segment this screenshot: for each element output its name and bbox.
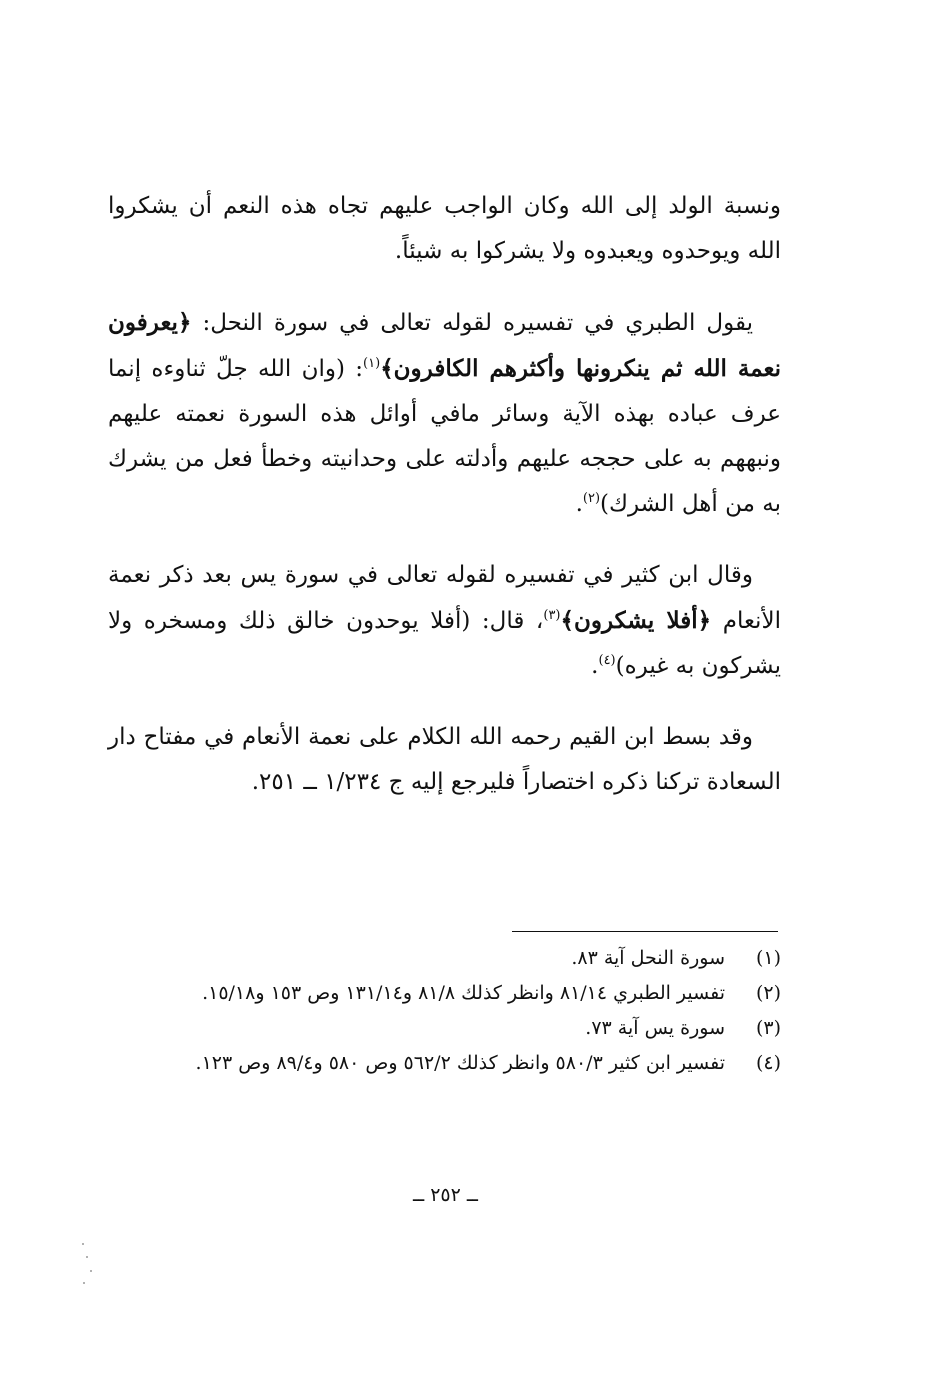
- paragraph-3: [108, 553, 781, 689]
- footnote-number: (١): [755, 947, 781, 969]
- footnote-number: (٤): [755, 1052, 781, 1074]
- paragraph-text: وقال ابن كثير في تفسيره لقوله تعالى في سورة يس بعد ذكر نعمة الأنعام: [108, 562, 781, 634]
- footnote-1: [108, 942, 781, 975]
- footnote-text: سورة النحل آية ٨٣.: [571, 947, 725, 969]
- paragraph-1: [108, 184, 781, 274]
- scan-speck: [83, 1282, 85, 1284]
- footnote-number: (٣): [755, 1017, 781, 1039]
- scan-speck: [82, 1243, 84, 1245]
- footnote-text: تفسير ابن كثير ٥٨٠/٣ وانظر كذلك ٥٦٢/٢ وص ٥٨٠ و٨٩/٤ وص ١٢٣.: [195, 1052, 725, 1074]
- footnote-marker: (٣): [543, 608, 561, 623]
- footnote-text: سورة يس آية ٧٣.: [585, 1017, 725, 1039]
- paragraph-text: .: [591, 653, 599, 679]
- scan-speck: [90, 1270, 92, 1272]
- page-number: ــ ٢٥٢ ــ: [413, 1184, 478, 1206]
- footnote-2: [108, 977, 781, 1010]
- paragraph-4: [108, 715, 781, 805]
- footnote-3: [108, 1012, 781, 1045]
- footnote-marker: (٤): [598, 653, 616, 668]
- paragraph-text: ، قال: (أفلا يوحدون خالق ذلك ومسخره ولا يشركون به غيره): [108, 608, 781, 679]
- footnotes: [108, 942, 781, 1082]
- footnote-number: (٢): [755, 982, 781, 1004]
- paragraph-text: وقد بسط ابن القيم رحمه الله الكلام على نعمة الأنعام في مفتاح دار السعادة تركنا ذكره اختصاراً فليرجع إليه ج ١/٢٣٤ ــ ٢٥١.: [108, 724, 781, 795]
- footnote-text: تفسير الطبري ٨١/١٤ وانظر كذلك ٨١/٨ و١٣١/١٤ وص ١٥٣ و١٥/١٨.: [202, 982, 725, 1004]
- footnote-4: [108, 1047, 781, 1080]
- paragraph-text: : (وان الله جلّ ثناوءه إنما عرف عباده بهذه الآية وسائر مافي أوائل هذه السورة نعمته عليهم ونبههم به على حججه عليهم وأدلته على وحدانيته وخطأ فعل من يشرك به من أهل الشرك): [108, 356, 781, 517]
- scan-speck: [86, 1256, 88, 1258]
- paragraph-2: [108, 300, 781, 527]
- paragraph-text: يقول الطبري في تفسيره لقوله تعالى في سورة النحل:: [191, 310, 753, 336]
- footnote-marker: (٢): [582, 491, 601, 506]
- paragraph-text: .: [575, 491, 583, 517]
- footnote-separator: [512, 931, 778, 932]
- footnote-marker: (١): [363, 356, 381, 371]
- main-text: [108, 184, 781, 831]
- paragraph-text: ونسبة الولد إلى الله وكان الواجب عليهم تجاه هذه النعم أن يشكروا الله ويوحدوه ويعبدوه ولا يشركوا به شيئاً.: [108, 193, 781, 264]
- quran-verse: ﴿أفلا يشكرون﴾: [560, 607, 712, 634]
- quran-verse: ﴿يعرفون نعمة الله ثم ينكرونها وأكثرهم الكافرون﴾: [108, 309, 782, 382]
